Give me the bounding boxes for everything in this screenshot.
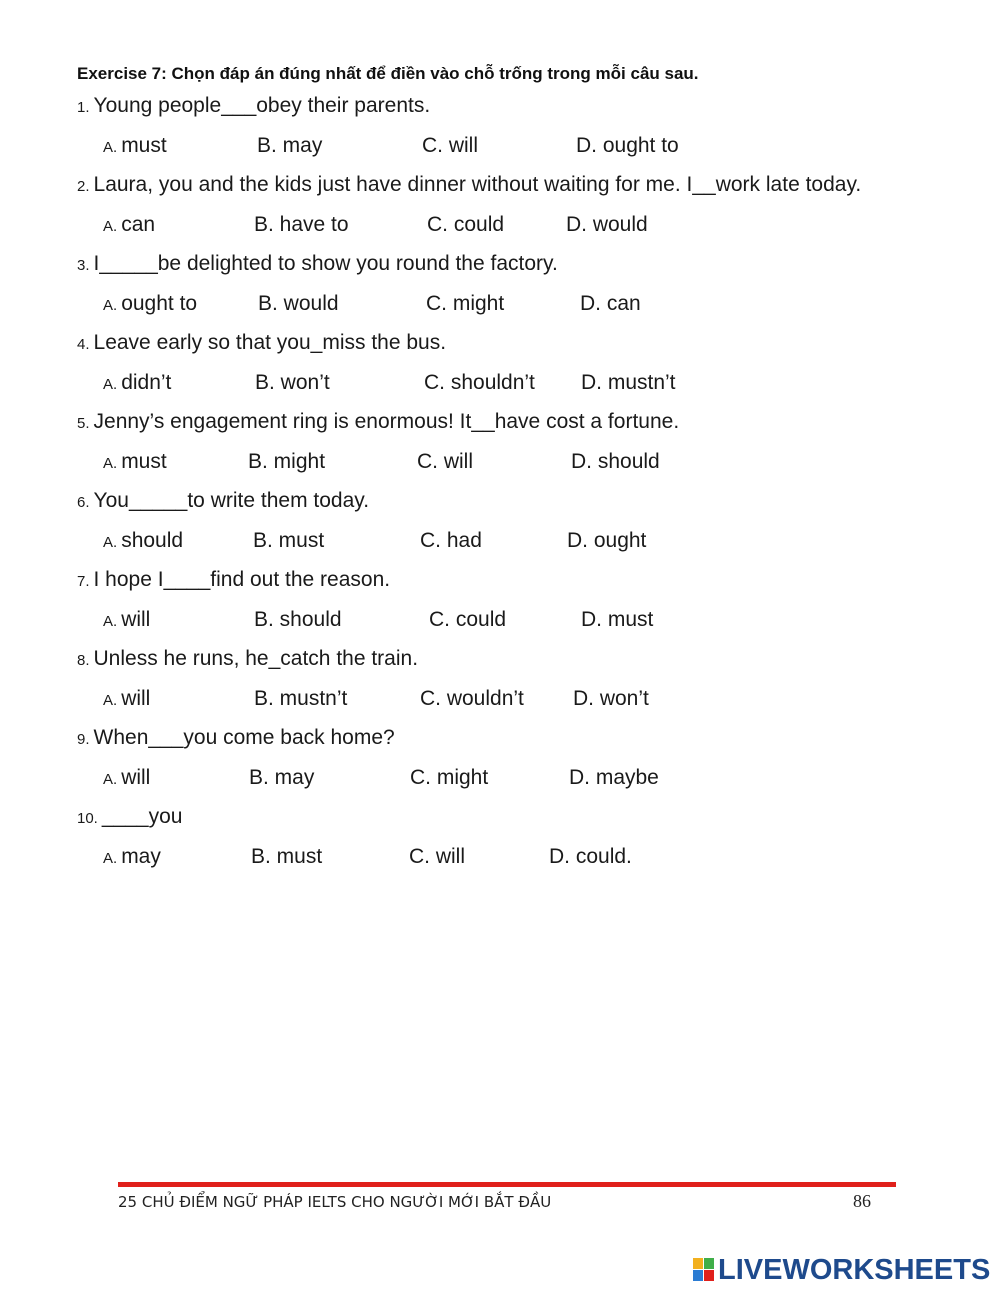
- option-b[interactable]: B. won’t: [255, 371, 330, 394]
- question-number: 5.: [77, 415, 90, 432]
- option-c[interactable]: C. might: [426, 292, 505, 315]
- page-number: 86: [853, 1191, 871, 1211]
- option-c[interactable]: C. wouldn’t: [420, 687, 524, 710]
- question-6: [77, 489, 369, 513]
- option-a[interactable]: A. must: [103, 450, 167, 473]
- option-a[interactable]: A. may: [103, 845, 161, 868]
- question-number: 2.: [77, 178, 90, 195]
- option-b[interactable]: B. must: [251, 845, 323, 868]
- option-c[interactable]: C. will: [417, 450, 473, 473]
- footer-divider: [118, 1182, 896, 1187]
- question-10: [77, 805, 182, 829]
- question-text: ____you: [101, 805, 183, 828]
- question-text: Unless he runs, he_catch the train.: [93, 647, 419, 670]
- option-c[interactable]: C. had: [420, 529, 482, 552]
- question-number: 10.: [77, 810, 98, 827]
- exercise-title: Exercise 7: Chọn đáp án đúng nhất để điền vào chỗ trống trong mỗi câu sau.: [77, 64, 699, 83]
- question-text: You_____to write them today.: [93, 489, 370, 512]
- option-c[interactable]: C. could: [429, 608, 507, 631]
- option-a[interactable]: A. should: [103, 529, 184, 552]
- option-b[interactable]: B. would: [258, 292, 339, 315]
- option-a[interactable]: A. can: [103, 213, 156, 236]
- question-number: 4.: [77, 336, 90, 353]
- question-text: Laura, you and the kids just have dinner without waiting for me. I__work late today.: [93, 173, 862, 196]
- option-d[interactable]: D. won’t: [573, 687, 649, 710]
- option-c[interactable]: C. will: [422, 134, 478, 157]
- option-a[interactable]: A. ought to: [103, 292, 198, 315]
- option-a[interactable]: A. will: [103, 687, 151, 710]
- option-d[interactable]: D. could.: [549, 845, 632, 868]
- option-b[interactable]: B. mustn’t: [254, 687, 348, 710]
- option-a[interactable]: A. didn’t: [103, 371, 172, 394]
- question-7: [77, 568, 390, 592]
- question-text: I hope I____find out the reason.: [93, 568, 391, 591]
- option-c[interactable]: C. could: [427, 213, 505, 236]
- option-c[interactable]: C. shouldn’t: [424, 371, 535, 394]
- option-b[interactable]: B. may: [257, 134, 323, 157]
- question-9: [77, 726, 395, 750]
- option-c[interactable]: C. might: [410, 766, 489, 789]
- liveworksheets-wordmark: LIVEWORKSHEETS: [718, 1253, 991, 1286]
- question-5: [77, 410, 679, 434]
- question-8: [77, 647, 418, 671]
- question-number: 6.: [77, 494, 90, 511]
- option-d[interactable]: D. ought to: [576, 134, 679, 157]
- option-b[interactable]: B. have to: [254, 213, 349, 236]
- question-number: 1.: [77, 99, 90, 116]
- option-c[interactable]: C. will: [409, 845, 465, 868]
- option-b[interactable]: B. must: [253, 529, 325, 552]
- question-1: [77, 94, 430, 118]
- option-d[interactable]: D. mustn’t: [581, 371, 676, 394]
- option-d[interactable]: D. must: [581, 608, 654, 631]
- question-number: 9.: [77, 731, 90, 748]
- question-4: [77, 331, 446, 355]
- question-text: Jenny’s engagement ring is enormous! It__have cost a fortune.: [93, 410, 680, 433]
- question-text: Leave early so that you_miss the bus.: [93, 331, 447, 354]
- option-d[interactable]: D. should: [571, 450, 660, 473]
- option-a[interactable]: A. will: [103, 766, 151, 789]
- option-b[interactable]: B. might: [248, 450, 326, 473]
- question-text: Young people___obey their parents.: [93, 94, 431, 117]
- question-text: I_____be delighted to show you round the factory.: [93, 252, 558, 275]
- question-number: 3.: [77, 257, 90, 274]
- question-number: 7.: [77, 573, 90, 590]
- option-b[interactable]: B. may: [249, 766, 315, 789]
- option-a[interactable]: A. must: [103, 134, 167, 157]
- option-d[interactable]: D. maybe: [569, 766, 659, 789]
- question-text: When___you come back home?: [93, 726, 395, 749]
- liveworksheets-logo[interactable]: [693, 1254, 990, 1286]
- option-a[interactable]: A. will: [103, 608, 151, 631]
- question-number: 8.: [77, 652, 90, 669]
- liveworksheets-icon: [693, 1258, 715, 1282]
- option-b[interactable]: B. should: [254, 608, 342, 631]
- option-d[interactable]: D. would: [566, 213, 648, 236]
- footer-title: 25 CHỦ ĐIỂM NGỮ PHÁP IELTS CHO NGƯỜI MỚI BẮT ĐẦU: [118, 1193, 552, 1211]
- option-d[interactable]: D. ought: [567, 529, 647, 552]
- question-2: [77, 173, 861, 197]
- question-3: [77, 252, 558, 276]
- option-d[interactable]: D. can: [580, 292, 641, 315]
